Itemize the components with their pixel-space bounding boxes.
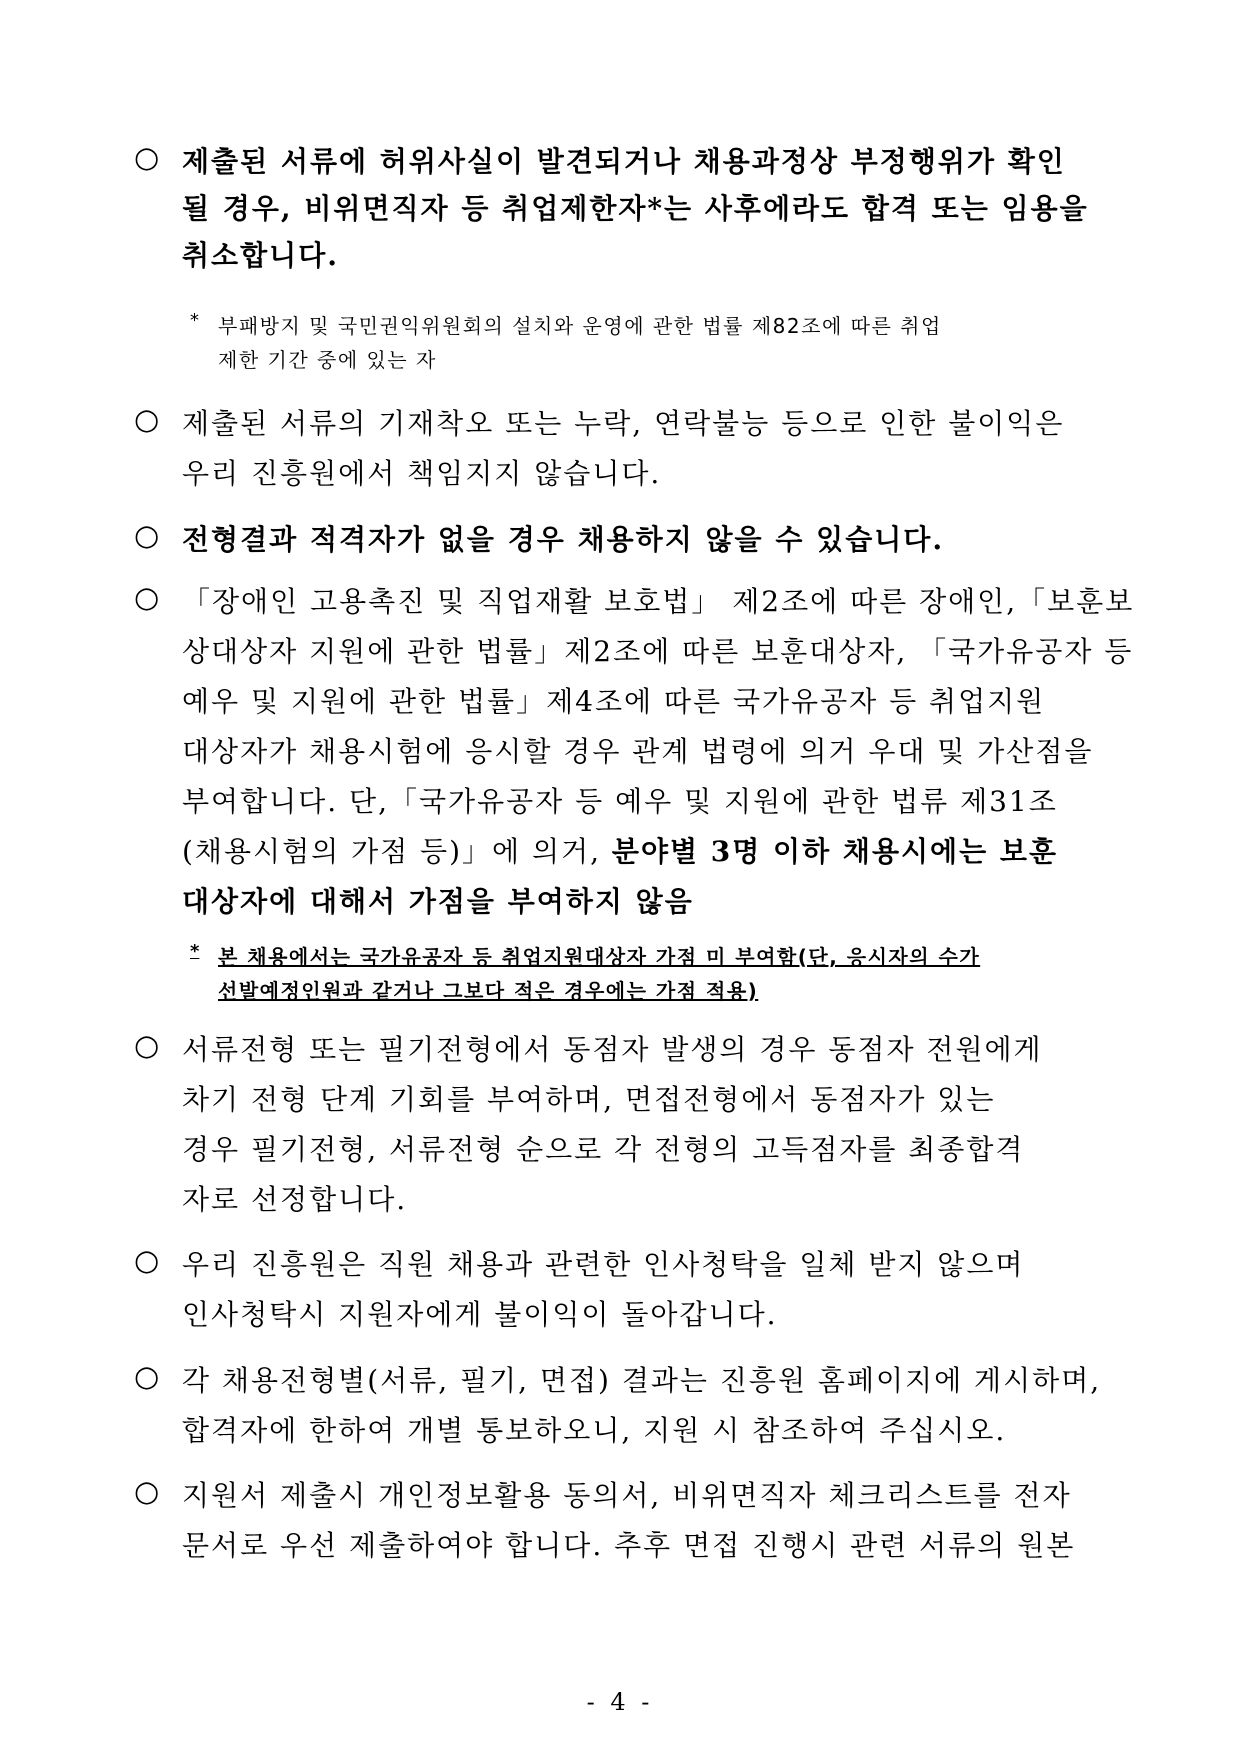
footnote-line: 선발예정인원과 같거나 그보다 적은 경우에는 가점 적용) — [218, 979, 759, 1003]
footnote-line: 본 채용에서는 국가유공자 등 취업지원대상자 가점 미 부여함(단, 응시자의 수가 — [218, 945, 981, 969]
bullet-icon: ○ — [134, 518, 160, 552]
page-number: - 4 - — [586, 1688, 654, 1716]
notice-line: 차기 전형 단계 기회를 부여하며, 면접전형에서 동점자가 있는 — [182, 1083, 996, 1116]
notice-line: 될 경우, 비위면직자 등 취업제한자*는 사후에라도 합격 또는 임용을 — [182, 192, 1089, 225]
asterisk-icon: * — [190, 310, 199, 331]
notice-line: 대상자가 채용시험에 응시할 경우 관계 법령에 의거 우대 및 가산점을 — [182, 735, 1094, 768]
notice-line: 자로 선정합니다. — [182, 1183, 408, 1216]
notice-line: 「장애인 고용촉진 및 직업재활 보호법」 제2조에 따른 장애인,「보훈보 — [182, 585, 1135, 618]
notice-line: 상대상자 지원에 관한 법률」제2조에 따른 보훈대상자, 「국가유공자 등 — [182, 635, 1134, 668]
bullet-icon: ○ — [134, 1028, 160, 1062]
notice-line: 서류전형 또는 필기전형에서 동점자 발생의 경우 동점자 전원에게 — [182, 1033, 1043, 1066]
bullet-icon: ○ — [134, 1243, 160, 1277]
notice-line: 인사청탁시 지원자에게 불이익이 돌아갑니다. — [182, 1298, 778, 1331]
bullet-icon: ○ — [134, 140, 160, 174]
notice-line: 각 채용전형별(서류, 필기, 면접) 결과는 진흥원 홈페이지에 게시하며, — [182, 1364, 1102, 1397]
notice-line: 문서로 우선 제출하여야 합니다. 추후 면접 진행시 관련 서류의 원본 — [182, 1529, 1076, 1562]
asterisk-icon: * — [190, 941, 200, 962]
notice-line: 제출된 서류에 허위사실이 발견되거나 채용과정상 부정행위가 확인 — [182, 145, 1066, 178]
bullet-icon: ○ — [134, 402, 160, 436]
notice-line: 대상자에 대해서 가점을 부여하지 않음 — [182, 885, 694, 918]
notice-line: 제출된 서류의 기재착오 또는 누락, 연락불능 등으로 인한 불이익은 — [182, 407, 1065, 440]
notice-line: 합격자에 한하여 개별 통보하오니, 지원 시 참조하여 주십시오. — [182, 1414, 1007, 1447]
notice-line: 우리 진흥원에서 책임지지 않습니다. — [182, 457, 662, 490]
notice-line: 취소합니다. — [182, 239, 339, 272]
notice-line: 예우 및 지원에 관한 법률」제4조에 따른 국가유공자 등 취업지원 — [182, 685, 1046, 718]
notice-line: 지원서 제출시 개인정보활용 동의서, 비위면직자 체크리스트를 전자 — [182, 1479, 1072, 1512]
bullet-icon: ○ — [134, 1474, 160, 1508]
footnote-line: 부패방지 및 국민권익위원회의 설치와 운영에 관한 법률 제82조에 따른 취업 — [218, 314, 942, 338]
footnote-line: 제한 기간 중에 있는 자 — [218, 348, 437, 372]
bullet-icon: ○ — [134, 580, 160, 614]
notice-line: 부여합니다. 단,「국가유공자 등 예우 및 지원에 관한 법류 제31조 — [182, 785, 1058, 818]
notice-line: 경우 필기전형, 서류전형 순으로 각 전형의 고득점자를 최종합격 — [182, 1133, 1025, 1166]
notice-line-mixed — [182, 830, 1058, 870]
bullet-icon: ○ — [134, 1359, 160, 1393]
notice-line-part: (채용시험의 가점 등)」에 의거, — [182, 835, 601, 868]
notice-line: 우리 진흥원은 직원 채용과 관련한 인사청탁을 일체 받지 않으며 — [182, 1248, 1025, 1281]
notice-line-emphasis: 분야별 3명 이하 채용시에는 보훈 — [611, 835, 1058, 868]
notice-line: 전형결과 적격자가 없을 경우 채용하지 않을 수 있습니다. — [182, 523, 945, 556]
